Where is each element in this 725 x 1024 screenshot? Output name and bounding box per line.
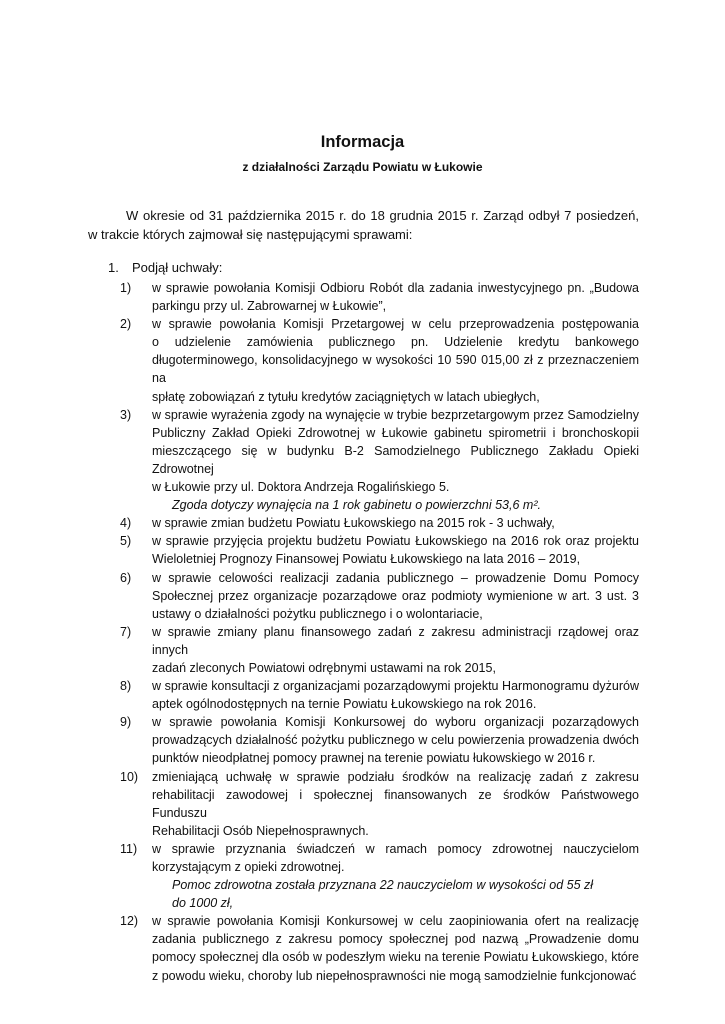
list-item-text: ustawy o działalności pożytku publicznego i o wolontariacie, <box>152 606 483 621</box>
intro-line: W okresie od 31 października 2015 r. do 18 grudnia 2015 r. Zarząd odbył 7 posiedzeń, <box>126 208 639 223</box>
list-item-text: punktów nieodpłatnej pomocy prawnej na terenie powiatu łukowskiego w 2016 r. <box>152 751 596 766</box>
section-heading <box>108 260 222 275</box>
list-item-number: 8) <box>120 679 132 694</box>
note-text: do 1000 zł, <box>172 896 234 911</box>
list-item <box>120 768 639 840</box>
list-item-number: 11) <box>120 841 138 856</box>
list-item-text: zadań zleconych Powiatowi odrębnymi ustawami na rok 2015, <box>152 660 496 675</box>
list-item-text: Rehabilitacji Osób Niepełnosprawnych. <box>152 823 369 838</box>
list-item-text: w sprawie powołania Komisji Konkursowej w celu zaopiniowania ofert na realizację <box>152 914 639 929</box>
list-item-text: Społecznej przez organizacje pozarządowe oraz podmioty wymienione w art. 3 ust. 3 <box>152 588 639 603</box>
list-item-text: w Łukowie przy ul. Doktora Andrzeja Rogalińskiego 5. <box>152 480 450 495</box>
list-item-text: parkingu przy ul. Zabrowarnej w Łukowie”, <box>152 299 387 314</box>
list-item-text: długoterminowego, konsolidacyjnego w wysokości 10 590 015,00 zł z przeznaczeniem na <box>152 353 639 386</box>
list-item-number: 5) <box>120 534 132 549</box>
list-item-text: w sprawie przyznania świadczeń w ramach pomocy zdrowotnej nauczycielom <box>152 841 639 856</box>
list-item <box>120 677 639 713</box>
list-item-text: w sprawie przyjęcia projektu budżetu Powiatu Łukowskiego na 2016 rok oraz projektu <box>152 534 639 549</box>
note-text: Zgoda dotyczy wynajęcia na 1 rok gabinetu o powierzchni 53,6 m². <box>172 498 541 513</box>
list-item <box>120 514 639 532</box>
document-title: Informacja <box>320 133 405 151</box>
list-item <box>120 406 639 496</box>
list-item-number: 12) <box>120 914 139 929</box>
list-item-text: aptek ogólnodostępnych na ternie Powiatu Łukowskiego na rok 2016. <box>152 697 537 712</box>
list-item-text: w sprawie wyrażenia zgody na wynajęcie w trybie bezprzetargowym przez Samodzielny <box>152 407 639 422</box>
list-item-number: 9) <box>120 715 132 730</box>
list-item-text: zadania publicznego z zakresu pomocy społecznej pod nazwą „Prowadzenie domu <box>152 932 639 947</box>
list-item-text: Wieloletniej Prognozy Finansowej Powiatu Łukowskiego na lata 2016 – 2019, <box>152 552 581 567</box>
section-number: 1. <box>108 260 119 275</box>
intro-line: w trakcie których zajmował się następującymi sprawami: <box>88 226 413 242</box>
list-item-number: 1) <box>120 281 132 295</box>
list-item-text: mieszczącego się w budynku B-2 Samodzielnego Publicznego Zakładu Opieki Zdrowotnej <box>152 443 639 476</box>
note-text: Pomoc zdrowotna została przyznana 22 nauczycielom w wysokości od 55 zł <box>172 878 594 893</box>
section-label: Podjął uchwały: <box>132 260 223 275</box>
list-item-text: w sprawie konsultacji z organizacjami pozarządowymi projektu Harmonogramu dyżurów <box>152 679 639 694</box>
list-item <box>120 315 639 405</box>
list-item-text: w sprawie zmian budżetu Powiatu Łukowskiego na 2015 rok - 3 uchwały, <box>152 516 555 531</box>
list-item-text: zmieniającą uchwałę w sprawie podziału środków na realizację zadań z zakresu <box>152 769 639 784</box>
list-item-text: o udzielenie zamówienia publicznego pn. Udzielenie kredytu bankowego <box>152 335 639 350</box>
list-item <box>120 623 639 677</box>
list-item-number: 6) <box>120 570 132 585</box>
list-item-number: 2) <box>120 317 132 332</box>
list-item-text: w sprawie powołania Komisji Odbioru Robót dla zadania inwestycyjnego pn. „Budowa <box>152 281 639 295</box>
resolution-list <box>120 279 639 985</box>
list-item-number: 10) <box>120 769 139 784</box>
list-item-text: prowadzących działalność pożytku publicznego w celu powierzenia prowadzenia dwóch <box>152 733 639 748</box>
list-item-text: Publiczny Zakład Opieki Zdrowotnej w Łukowie gabinetu spirometrii i bronchoskopii <box>152 425 639 440</box>
list-item-text: pomocy społecznej dla osób w podeszłym wieku na terenie Powiatu Łukowskiego, które <box>152 950 639 965</box>
list-item-text: w sprawie zmiany planu finansowego zadań z zakresu administracji rządowej oraz innych <box>152 624 639 657</box>
list-item <box>120 279 639 315</box>
list-item-note <box>120 496 639 514</box>
list-item-note <box>120 876 639 912</box>
list-item-text: w sprawie powołania Komisji Konkursowej do wyboru organizacji pozarządowych <box>152 715 639 730</box>
list-item-number: 3) <box>120 407 132 422</box>
list-item <box>120 532 639 568</box>
list-item <box>120 840 639 876</box>
intro-paragraph <box>88 207 639 244</box>
document-subtitle: z działalności Zarządu Powiatu w Łukowie <box>242 160 483 174</box>
list-item-text: spłatę zobowiązań z tytułu kredytów zaciągniętych w latach ubiegłych, <box>152 389 540 404</box>
list-item-text: korzystającym z opieki zdrowotnej. <box>152 860 345 874</box>
list-item-text: z powodu wieku, choroby lub niepełnosprawności nie mogą samodzielnie funkcjonować <box>152 968 637 983</box>
list-item-number: 7) <box>120 624 132 639</box>
list-item-text: w sprawie celowości realizacji zadania publicznego – prowadzenie Domu Pomocy <box>152 570 639 585</box>
list-item <box>120 713 639 767</box>
list-item <box>120 569 639 623</box>
list-item <box>120 912 639 984</box>
list-item-number: 4) <box>120 516 132 531</box>
list-item-text: w sprawie powołania Komisji Przetargowej w celu przeprowadzenia postępowania <box>152 317 639 332</box>
list-item-text: rehabilitacji zawodowej i społecznej finansowanych ze środków Państwowego Funduszu <box>152 787 639 820</box>
